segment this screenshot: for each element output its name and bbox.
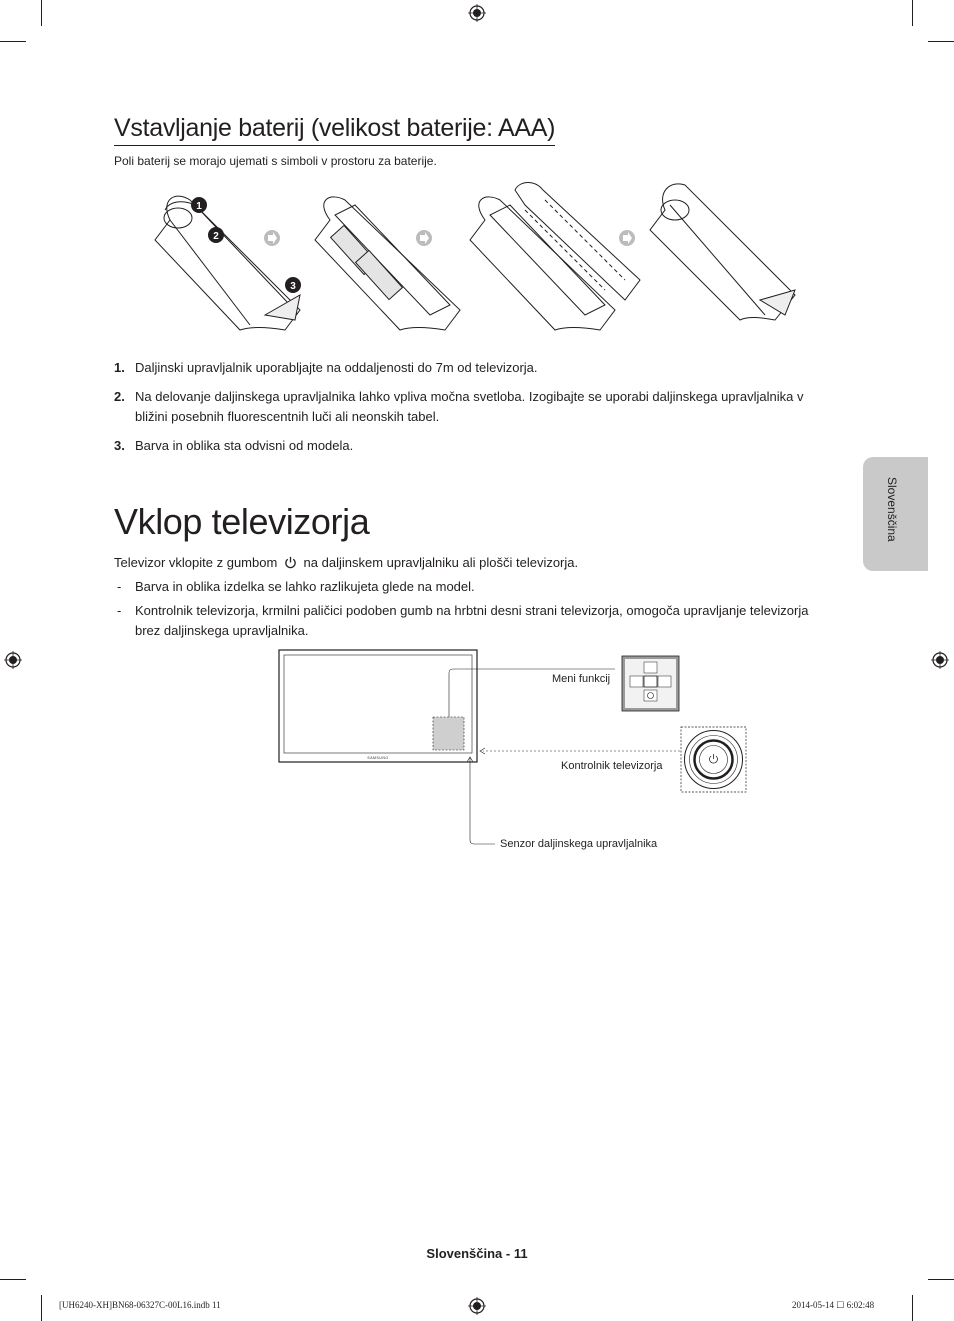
bullet-item: - Kontrolnik televizorja, krmilni paličici podoben gumb na hrbtni desni strani televizorja, omogoča upravljanje televizorja brez daljinskega upravljalnika. [117, 603, 809, 638]
label-remote-sensor: Senzor daljinskega upravljalnika [500, 838, 658, 850]
label-function-menu: Meni funkcij [552, 673, 611, 685]
note-item: 2. Na delovanje daljinskega upravljalnika lahko vpliva močna svetloba. Izogibajte se uporabi daljinskega upravljalnika v bližini posebnih fluorescentnih luči ali neonskih tabel. [114, 389, 804, 424]
note-item: 1. Daljinski upravljalnik uporabljajte na oddaljenosti do 7m od televizorja. [114, 360, 538, 375]
remote-step-4-icon [650, 184, 795, 320]
section-title-batteries: Vstavljanje baterij (velikost baterije: AAA) [114, 113, 555, 146]
registration-mark-icon [4, 651, 22, 669]
crop-mark [41, 1295, 42, 1321]
crop-mark [912, 1295, 913, 1321]
label-tv-controller: Kontrolnik televizorja [561, 760, 663, 772]
remote-step-3-icon [470, 183, 640, 331]
page-footer: Slovenščina - 11 [426, 1246, 528, 1261]
step-number: 1 [196, 201, 202, 212]
battery-intro: Poli baterij se morajo ujemati s simboli v prostoru za baterije. [114, 154, 437, 168]
remote-step-2-icon [315, 197, 460, 330]
print-slug-left: [UH6240-XH]BN68-06327C-00L16.indb 11 [59, 1300, 221, 1310]
language-side-tab: Slovenščina [863, 457, 928, 571]
remote-step-1-icon [155, 196, 300, 330]
crop-mark [0, 41, 26, 42]
print-slug-right: 2014-05-14 ☐ 6:02:48 [792, 1300, 875, 1310]
power-intro: Televizor vklopite z gumbom na daljinskem upravljalniku ali plošči televizorja. [114, 555, 579, 570]
registration-mark-icon [931, 651, 949, 669]
crop-mark [912, 0, 913, 26]
registration-mark-icon [468, 4, 486, 22]
crop-mark [0, 1279, 26, 1280]
registration-mark-icon [468, 1297, 486, 1315]
crop-mark [928, 41, 954, 42]
tv-controller-icon [681, 727, 746, 792]
section-title-power-on: Vklop televizorja [114, 501, 370, 542]
note-item: 3. Barva in oblika sta odvisni od modela. [114, 438, 354, 453]
tv-control-diagram [275, 645, 755, 860]
battery-insertion-illustration [150, 180, 800, 335]
crop-mark [41, 0, 42, 26]
step-number: 2 [213, 231, 219, 242]
crop-mark [928, 1279, 954, 1280]
step-number: 3 [290, 281, 296, 292]
tv-brand-logo: SAMSUNG [367, 756, 389, 760]
function-menu-icon [622, 656, 679, 711]
bullet-item: - Barva in oblika izdelka se lahko razlikujeta glede na model. [117, 579, 475, 594]
power-icon [284, 556, 297, 569]
